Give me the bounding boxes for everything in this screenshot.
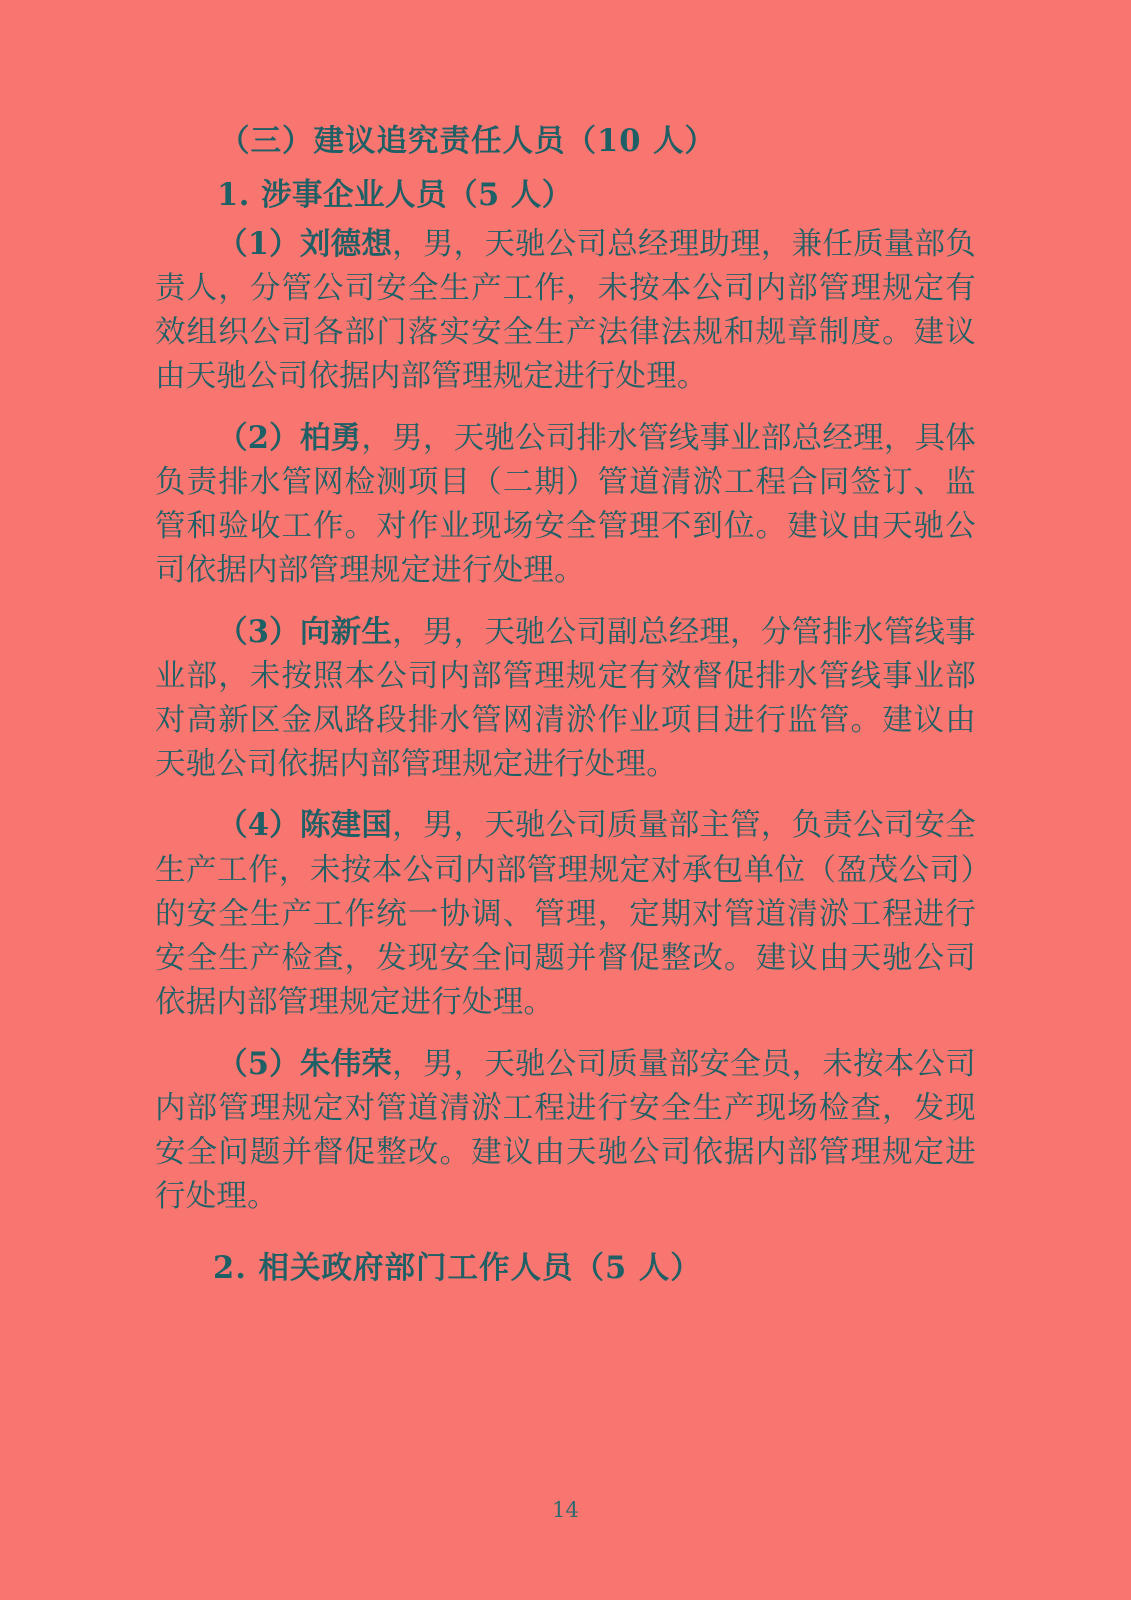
entry-name-2: 柏勇: [299, 419, 362, 456]
document-body: [155, 120, 976, 1291]
entry-text-5: ，男，天驰公司质量部安全员，未按本公司内部管理规定对管道清淤工程进行安全生产现场检查，发现安全问题并督促整改。建议由天驰公司依据内部管理规定进行处理。: [155, 1046, 976, 1215]
paragraph-entry-3: [155, 610, 976, 788]
entry-name-4: 陈建国: [299, 807, 393, 844]
section-heading: （三）建议追究责任人员（10 人）: [219, 123, 717, 159]
entry-index-2: （2）: [217, 419, 300, 456]
entry-text-1: ，男，天驰公司总经理助理，兼任质量部负责人，分管公司安全生产工作，未按本公司内部管理规定有效组织公司各部门落实安全生产法律法规和规章制度。建议由天驰公司依据内部管理规定进行处理。: [155, 226, 976, 395]
spacer-4: [155, 1028, 976, 1042]
subsection-heading-2: 2. 相关政府部门工作人员（5 人）: [213, 1250, 702, 1287]
paragraph-entry-5: [155, 1042, 976, 1220]
subsection-heading-1: 1. 涉事企业人员（5 人）: [217, 176, 573, 213]
paragraph-entry-2: [155, 416, 976, 594]
entry-text-3: ，男，天驰公司副总经理，分管排水管线事业部，未按照本公司内部管理规定有效督促排水管线事业部对高新区金凤路段排水管网清淤作业项目进行监管。建议由天驰公司依据内部管理规定进行处理。: [155, 614, 976, 783]
entry-text-2: ，男，天驰公司排水管线事业部总经理，具体负责排水管网检测项目（二期）管道清淤工程合同签订、监管和验收工作。对作业现场安全管理不到位。建议由天驰公司依据内部管理规定进行处理。: [155, 420, 976, 589]
spacer-1: [155, 402, 976, 416]
entry-index-3: （3）: [217, 613, 300, 650]
entry-text-4: ，男，天驰公司质量部主管，负责公司安全生产工作，未按本公司内部管理规定对承包单位（盈茂公司）的安全生产工作统一协调、管理，定期对管道清淤工程进行安全生产检查，发现安全问题并督促整改。建议由天驰公司依据内部管理规定进行处理。: [155, 808, 976, 1021]
entry-name-5: 朱伟荣: [299, 1045, 393, 1082]
paragraph-entry-4: [155, 803, 976, 1025]
entry-index-5: （5）: [217, 1045, 300, 1082]
spacer-3: [155, 789, 976, 803]
entry-name-1: 刘德想: [299, 225, 393, 262]
entry-name-3: 向新生: [299, 613, 393, 650]
spacer-2: [155, 596, 976, 610]
entry-index-4: （4）: [217, 807, 300, 844]
paragraph-entry-1: [155, 222, 976, 400]
page-number: 14: [552, 1498, 579, 1522]
entry-index-1: （1）: [217, 225, 300, 262]
